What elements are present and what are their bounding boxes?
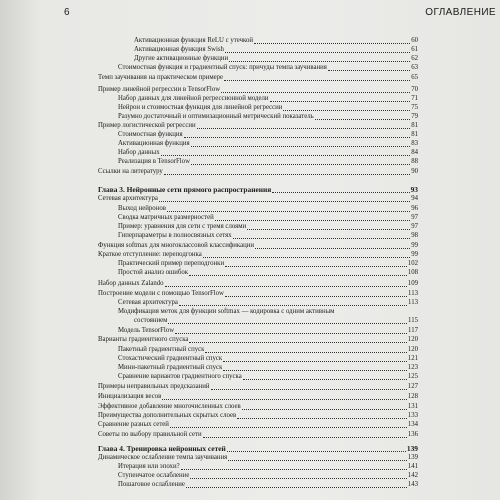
toc-entry [118, 480, 418, 489]
toc-entry [98, 121, 418, 130]
dot-leader [205, 346, 406, 353]
toc-entry-page: 61 [411, 46, 418, 53]
toc-entry-page: 131 [407, 403, 418, 410]
dot-leader [191, 158, 410, 165]
toc-entry-title: Функция softmax для многоклассовой классификации [98, 242, 255, 249]
dot-leader [243, 373, 407, 380]
dot-leader [179, 299, 407, 306]
toc-entry [134, 54, 418, 63]
toc-entry-title: Советы по выбору правильной сети [98, 431, 202, 438]
toc-entry-page: 71 [411, 95, 418, 102]
toc-entry-title: Набор данных для линейной регрессионной модели [118, 95, 269, 102]
toc-entry [118, 471, 418, 480]
toc-entry [118, 148, 418, 157]
dot-leader [233, 232, 411, 239]
toc-entry-page: 60 [411, 37, 418, 44]
toc-entry [98, 392, 418, 401]
toc-entry-page: 121 [407, 355, 418, 362]
toc-entry-title: Набор данных Zalando [98, 280, 164, 287]
dot-leader [227, 445, 406, 452]
dot-leader [164, 168, 410, 175]
toc-entry [118, 462, 418, 471]
toc-entry-page: 79 [411, 113, 418, 120]
toc-entry-title: Выход нейронов [118, 205, 166, 212]
dot-leader [203, 251, 410, 258]
toc-entry-page: 94 [411, 195, 418, 202]
toc-entry-title: Практический пример переподгонки [118, 260, 225, 267]
toc-entry [118, 112, 418, 121]
toc-entry [98, 194, 418, 203]
toc-entry-page: 99 [411, 251, 418, 258]
dot-leader [272, 186, 409, 193]
toc-entry [118, 213, 418, 222]
toc-chapter-entry [98, 185, 418, 194]
toc-entry-page: 83 [411, 140, 418, 147]
toc-entry-page: 139 [406, 444, 418, 453]
dot-leader [229, 55, 410, 62]
toc-entry-title: Пример: уравнения для сети с тремя слоями [118, 223, 247, 230]
toc-entry-title: Ссылки на литературу [98, 168, 163, 175]
dot-leader [254, 37, 410, 44]
toc-entry-page: 134 [407, 421, 418, 428]
toc-entry-page: 139 [407, 454, 418, 461]
toc-entry-title: Другие активационные функции [134, 55, 229, 62]
dot-leader [170, 421, 407, 428]
toc-entry [98, 402, 418, 411]
toc-entry-page: 99 [411, 242, 418, 249]
toc-entry-title: Нейрон и стоимостная функция для линейной регрессии [118, 104, 283, 111]
toc-entry-title: Простой анализ ошибок [118, 269, 189, 276]
toc-entry [118, 130, 418, 139]
toc-entry [118, 103, 418, 112]
toc-entry-title: Преимущества дополнительных скрытых слоев [98, 412, 237, 419]
toc-entry-page: 75 [411, 104, 418, 111]
dot-leader [175, 327, 407, 334]
dot-leader [167, 205, 410, 212]
dot-leader [223, 364, 406, 371]
toc-entry [118, 204, 418, 213]
dot-leader [189, 336, 406, 343]
toc-entry-title: Пример линейной регрессии в TensorFlow [98, 86, 221, 93]
dot-leader [181, 463, 407, 470]
dot-leader [315, 113, 410, 120]
toc-entry-page: 81 [411, 122, 418, 129]
toc-entry [118, 259, 418, 268]
toc-entry-page: 141 [407, 463, 418, 470]
toc-entry-page: 98 [411, 232, 418, 239]
toc-entry-page: 143 [407, 481, 418, 488]
toc-entry-title: Активационная функция [118, 140, 190, 147]
toc-entry-page: 90 [411, 168, 418, 175]
toc-chapter-entry [98, 444, 418, 453]
dot-leader [224, 74, 410, 81]
toc-entry [118, 326, 418, 335]
toc-entry-title: Гиперпараметры в полносвязных сетях [118, 232, 232, 239]
toc-entry-page: 97 [411, 214, 418, 221]
dot-leader [328, 64, 410, 71]
dot-leader [228, 454, 406, 461]
dot-leader [162, 393, 406, 400]
dot-leader [237, 412, 407, 419]
dot-leader [215, 214, 410, 221]
dot-leader [270, 95, 411, 102]
toc-entry-title: Ступенчатое ослабление [118, 472, 190, 479]
toc-entry-title: Построение модели с помощью TensorFlow [98, 290, 224, 297]
toc-entry-title: Инициализация весов [98, 393, 162, 400]
toc-entry-title: Эффективное добавление многочисленных слоев [98, 403, 241, 410]
toc-entry-title: Примеры неправильных предсказаний [98, 383, 210, 390]
running-head: ОГЛАВЛЕНИЕ [425, 7, 496, 18]
toc-entry-title: Пример логистической регрессии [98, 122, 196, 129]
dot-leader [159, 195, 410, 202]
toc-entry [98, 250, 418, 259]
dot-leader [190, 472, 406, 479]
toc-entry-page: 115 [408, 317, 418, 324]
toc-entry-page: 113 [408, 290, 418, 297]
toc-entry-page: 127 [407, 383, 418, 390]
page-number: 6 [64, 7, 70, 18]
toc-entry-title: Активационная функция ReLU с утечкой [134, 37, 253, 44]
dot-leader [242, 403, 407, 410]
toc-entry [98, 411, 418, 420]
dot-leader [211, 383, 407, 390]
toc-entry [98, 453, 418, 462]
toc-entry-page: 117 [408, 327, 418, 334]
toc-entry-page: 84 [411, 149, 418, 156]
toc-entry-page: 70 [411, 86, 418, 93]
toc-entry-page: 81 [411, 131, 418, 138]
toc-entry-page: 125 [407, 373, 418, 380]
toc-entry-title: состоянием [134, 317, 168, 324]
toc-entry [118, 63, 418, 72]
toc-entry-title: Мини-пакетный градиентный спуск [118, 364, 223, 371]
toc-entry-page: 113 [408, 299, 418, 306]
toc-entry [118, 363, 418, 372]
toc-entry [118, 307, 418, 316]
toc-entry-title: Стоимостная функция [118, 131, 183, 138]
toc-entry-title: Темп заучивания на практическом примере [98, 74, 224, 81]
toc-entry-page: 97 [411, 223, 418, 230]
toc-entry-title: Динамическое ослабление темпа заучивания [98, 454, 228, 461]
toc-entry-page: 62 [411, 55, 418, 62]
toc-entry-title: Реализация в TensorFlow [118, 158, 190, 165]
toc-entry-title: Краткое отступление: переподгонка [98, 251, 202, 258]
toc-entry-title: Сводка матричных размерностей [118, 214, 214, 221]
toc-entry-title: Варианты градиентного спуска [98, 336, 189, 343]
toc-entry-title: Глава 3. Нейронные сети прямого распространения [98, 185, 272, 194]
toc-entry-page: 128 [407, 393, 418, 400]
dot-leader [168, 317, 407, 324]
toc-entry [98, 73, 418, 82]
dot-leader [191, 140, 411, 147]
dot-leader [161, 149, 411, 156]
dot-leader [165, 280, 407, 287]
toc-entry-page: 123 [407, 364, 418, 371]
toc-entry [118, 268, 418, 277]
dot-leader [283, 104, 410, 111]
toc-entry-page: 88 [411, 158, 418, 165]
toc-entry [98, 167, 418, 176]
toc-entry-page: 136 [407, 431, 418, 438]
toc-entry [98, 241, 418, 250]
toc-entry [118, 345, 418, 354]
toc-entry-page: 120 [407, 346, 418, 353]
toc-entry [98, 420, 418, 429]
dot-leader [225, 46, 410, 53]
dot-leader [223, 355, 407, 362]
toc-entry-page: 63 [411, 64, 418, 71]
toc-entry [118, 139, 418, 148]
toc-entry-title: Сетевая архитектура [118, 299, 178, 306]
toc-entry-title: Сравнение вариантов градиентного спуска [118, 373, 242, 380]
toc-entry [134, 316, 418, 325]
dot-leader [203, 431, 407, 438]
dot-leader [186, 481, 407, 488]
toc-entry [98, 382, 418, 391]
toc-entry [118, 94, 418, 103]
toc-entry-title: Сетевая архитектура [98, 195, 158, 202]
dot-leader [247, 223, 410, 230]
toc-entry-page: 133 [407, 412, 418, 419]
toc-entry-page: 93 [410, 185, 418, 194]
toc-entry-title: Стохастический градиентный спуск [118, 355, 223, 362]
toc-entry [134, 45, 418, 54]
toc-entry-page: 65 [411, 74, 418, 81]
dot-leader [221, 86, 410, 93]
toc-entry [98, 335, 418, 344]
toc-entry [98, 279, 418, 288]
toc-entry-page: 109 [407, 280, 418, 287]
toc-entry-title: Набор данных [118, 149, 160, 156]
toc-entry-page: 120 [407, 336, 418, 343]
toc-entry-title: Сравнение разных сетей [98, 421, 169, 428]
toc-entry-page: 96 [411, 205, 418, 212]
toc-entry [118, 354, 418, 363]
dot-leader [255, 242, 410, 249]
toc-entry [118, 298, 418, 307]
dot-leader [225, 290, 407, 297]
dot-leader [225, 260, 407, 267]
toc-entry-title: Итерация или эпохи? [118, 463, 180, 470]
toc-entry-title: Активационная функция Swish [134, 46, 224, 53]
toc-entry [118, 372, 418, 381]
dot-leader [197, 122, 411, 129]
toc-entry [118, 231, 418, 240]
toc-entry-page: 142 [407, 472, 418, 479]
toc-entry-page: 102 [407, 260, 418, 267]
toc-entry [118, 157, 418, 166]
toc-entry-title: Пошаговое ослабление [118, 481, 185, 488]
toc-entry [98, 430, 418, 439]
toc-entry [118, 222, 418, 231]
toc-entry [134, 36, 418, 45]
toc-entry-page: 108 [407, 269, 418, 276]
toc-entry [98, 85, 418, 94]
toc-entry-title: Модель TensorFlow [118, 327, 175, 334]
toc-entry-title: Разумно достаточный и оптимизационный метрический показатель [118, 113, 314, 120]
toc-entry-title: Пакетный градиентный спуск [118, 346, 205, 353]
toc-entry-title: Стоимостная функция и градиентный спуск: причуды темпа заучивания [118, 64, 327, 71]
toc-entry [98, 289, 418, 298]
toc-entry-title: Модификация меток для функции softmax — кодировка с одним активным [118, 308, 335, 315]
dot-leader [184, 131, 411, 138]
dot-leader [189, 269, 407, 276]
toc-entry-title: Глава 4. Тренировка нейронных сетей [98, 444, 226, 453]
